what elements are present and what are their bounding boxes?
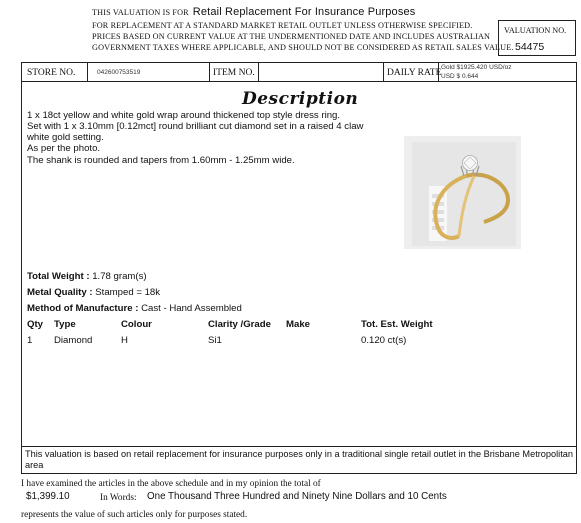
stone-type: Diamond	[54, 335, 93, 346]
divider	[383, 63, 384, 81]
store-no-value: 042600753519	[97, 69, 141, 76]
header-clarity: Clarity /Grade	[208, 319, 271, 330]
description-line: 1 x 18ct yellow and white gold wrap around thickened top style dress ring.	[27, 110, 341, 121]
manufacture-method-label: Method of Manufacture :	[27, 303, 139, 314]
header-line-3: PRICES BASED ON CURRENT VALUE AT THE UNDERMENTIONED DATE AND INCLUDES AUSTRALIAN	[92, 32, 491, 41]
valuation-number: 54475	[515, 41, 545, 53]
item-no-label: ITEM NO.	[213, 68, 255, 78]
divider	[87, 63, 88, 81]
total-weight	[27, 271, 147, 282]
description-line: white gold setting.	[27, 132, 104, 143]
total-amount: $1,399.10	[26, 491, 70, 502]
description-line: The shank is rounded and tapers from 1.60mm - 1.25mm wide.	[27, 155, 295, 166]
metal-quality-label: Metal Quality :	[27, 287, 93, 298]
metal-quality	[27, 287, 160, 298]
header-line1-prefix: THIS VALUATION IS FOR	[92, 8, 189, 17]
divider	[22, 446, 576, 447]
header-line-1	[92, 6, 415, 18]
diamond-ring-photo	[404, 136, 521, 249]
header-qty: Qty	[27, 319, 43, 330]
valuation-form	[21, 62, 577, 474]
header-type: Type	[54, 319, 76, 330]
divider	[209, 63, 210, 81]
description-line: Set with 1 x 3.10mm [0.12mct] round brilliant cut diamond set in a raised 4 claw	[27, 121, 364, 132]
header-weight: Tot. Est. Weight	[361, 319, 433, 330]
valuation-number-box	[498, 20, 576, 56]
header-line-4: GOVERNMENT TAXES WHERE APPLICABLE, AND SHOULD NOT BE CONSIDERED AS RETAIL SALES VALUE.	[92, 43, 514, 52]
valuation-number-label: VALUATION NO.	[504, 26, 567, 35]
metal-quality-value: Stamped = 18k	[95, 287, 161, 298]
stone-weight: 0.120 ct(s)	[361, 335, 407, 346]
header-make: Make	[286, 319, 310, 330]
total-weight-value: 1.78 gram(s)	[92, 271, 147, 282]
manufacture-method-value: Cast - Hand Assembled	[141, 303, 242, 314]
represents-statement: represents the value of such articles only for purposes stated.	[21, 510, 248, 520]
manufacture-method	[27, 303, 242, 314]
store-no-label: STORE NO.	[27, 68, 76, 78]
stone-clarity: Si1	[208, 335, 222, 346]
header-line-2: FOR REPLACEMENT AT A STANDARD MARKET RETAIL OUTLET UNLESS OTHERWISE SPECIFIED.	[92, 21, 473, 30]
divider	[258, 63, 259, 81]
total-weight-label: Total Weight :	[27, 271, 90, 282]
gold-rate: Gold $1925.420 USD/oz	[441, 64, 512, 71]
valuation-note: This valuation is based on retail replacement for insurance purposes only in a traditional single retail outlet in the Brisbane Metropolitan area	[25, 449, 573, 470]
in-words-label: In Words:	[100, 493, 137, 503]
daily-rate-label: DAILY RATE	[387, 68, 442, 78]
examined-statement: I have examined the articles in the above schedule and in my opinion the total of	[21, 479, 321, 489]
valuation-purpose: Retail Replacement For Insurance Purposes	[192, 6, 416, 18]
stone-qty: 1	[27, 335, 33, 346]
stone-colour: H	[121, 335, 128, 346]
description-line: As per the photo.	[27, 143, 101, 154]
description-title: Description	[242, 89, 359, 109]
amount-in-words: One Thousand Three Hundred and Ninety Nine Dollars and 10 Cents	[147, 491, 447, 502]
usd-rate: USD $ 0.644	[441, 73, 479, 80]
header-colour: Colour	[121, 319, 152, 330]
divider	[22, 81, 576, 82]
